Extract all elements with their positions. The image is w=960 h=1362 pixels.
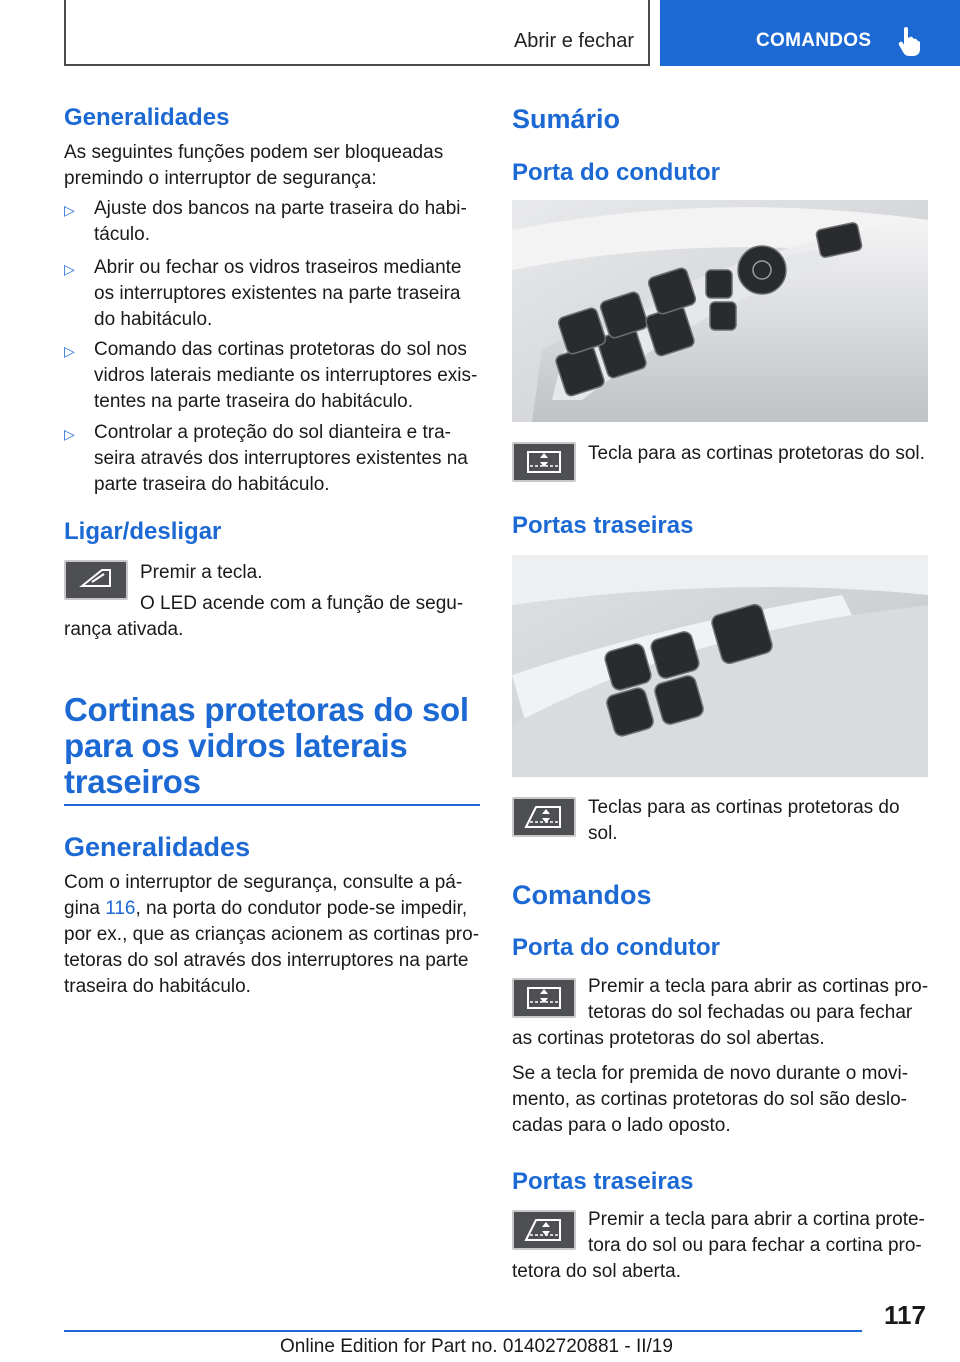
generalidades-2-line-5: traseira do habitáculo.: [64, 976, 251, 997]
ligar-text-2: O LED acende com a função de segu-: [140, 593, 464, 614]
footer-divider: [64, 1330, 862, 1332]
ligar-text-1: Premir a tecla.: [140, 562, 263, 583]
ligar-desligar-heading: Ligar/desligar: [64, 518, 222, 545]
edition-footer: Online Edition for Part no. 01402720881 - II/19: [280, 1336, 673, 1357]
triangle-bullet-icon: ▷: [64, 261, 75, 277]
comandos-heading: Comandos: [512, 880, 652, 910]
generalidades-2-line-4: tetoras do sol através dos interruptores na parte: [64, 950, 469, 971]
porta-condutor-heading: Porta do condutor: [512, 159, 720, 186]
ctrl-driver-p2-line-1: Se a tecla for premida de novo durante o movi-: [512, 1063, 909, 1084]
ctrl-driver-p2-line-2: mento, as cortinas protetoras do sol são deslo-: [512, 1089, 907, 1110]
main-title-line-1: Cortinas protetoras do sol: [64, 691, 469, 728]
page-reference-link[interactable]: 116: [105, 898, 136, 919]
generalidades-2-heading: Generalidades: [64, 832, 251, 862]
header-chapter-title: COMANDOS: [756, 30, 872, 51]
rear-sunshade-key-icon: [512, 797, 576, 837]
list-item: ▷ Comando das cortinas protetoras do sol nos vidros laterais mediante os interruptores exis-tentes na parte traseira do habitáculo.: [64, 339, 478, 412]
sunshade-key-icon: [512, 442, 576, 482]
list-item: ▷ Ajuste dos bancos na parte traseira do habi-táculo.: [64, 198, 467, 245]
rear-key-caption-2: sol.: [588, 823, 618, 844]
generalidades-2-line-2: gina 116, na porta do condutor pode-se impedir,: [64, 898, 468, 919]
rear-sunshade-key-icon: [512, 1210, 576, 1250]
main-title-line-2: para os vidros laterais: [64, 727, 408, 764]
pointing-hand-icon: [896, 26, 922, 56]
header-section-title: Abrir e fechar: [513, 30, 634, 52]
generalidades-2-line-1: Com o interruptor de segurança, consulte a pá-: [64, 872, 463, 893]
header-section-box: [64, 0, 650, 66]
ctrl-rear-line-2: tora do sol ou para fechar a cortina pro-: [588, 1235, 922, 1256]
ligar-text-3: rança ativada.: [64, 619, 184, 640]
rear-door-switches-photo: [512, 555, 928, 777]
comandos-portas-traseiras-heading: Portas traseiras: [512, 1168, 694, 1195]
driver-door-switches-photo: [512, 200, 928, 422]
ctrl-driver-line-1: Premir a tecla para abrir as cortinas pro-: [588, 976, 929, 997]
sumario-heading: Sumário: [512, 104, 621, 134]
triangle-bullet-icon: ▷: [64, 343, 75, 359]
page-number: 117: [884, 1300, 926, 1330]
portas-traseiras-heading: Portas traseiras: [512, 512, 694, 539]
generalidades-heading: Generalidades: [64, 104, 230, 131]
triangle-bullet-icon: ▷: [64, 426, 75, 442]
generalidades-intro: As seguintes funções podem ser bloqueadas premindo o interruptor de segurança:: [64, 142, 444, 189]
ctrl-driver-p2-line-3: cadas para o lado oposto.: [512, 1115, 731, 1136]
triangle-bullet-icon: ▷: [64, 202, 75, 218]
main-title-line-3: traseiros: [64, 763, 201, 800]
ctrl-driver-line-2: tetoras do sol fechadas ou para fechar: [588, 1002, 913, 1023]
title-divider: [64, 804, 480, 806]
list-item: ▷ Abrir ou fechar os vidros traseiros mediante os interruptores existentes na parte traseira do habitáculo.: [64, 257, 462, 330]
list-item: ▷ Controlar a proteção do sol dianteira e tra-seira através dos interruptores existentes na parte traseira do habitáculo.: [64, 422, 468, 495]
driver-key-caption: Tecla para as cortinas protetoras do sol.: [588, 443, 925, 464]
generalidades-2-line-3: por ex., que as crianças acionem as cortinas pro-: [64, 924, 480, 945]
ctrl-driver-line-3: as cortinas protetoras do sol abertas.: [512, 1028, 825, 1049]
ctrl-rear-line-1: Premir a tecla para abrir a cortina prote-: [588, 1209, 925, 1230]
rear-key-caption-1: Teclas para as cortinas protetoras do: [588, 797, 900, 818]
header-chapter-tab[interactable]: [660, 0, 960, 66]
comandos-porta-condutor-heading: Porta do condutor: [512, 934, 720, 961]
ctrl-rear-line-3: tetora do sol aberta.: [512, 1261, 681, 1282]
sunshade-key-icon: [512, 978, 576, 1018]
safety-switch-icon: [64, 560, 128, 600]
